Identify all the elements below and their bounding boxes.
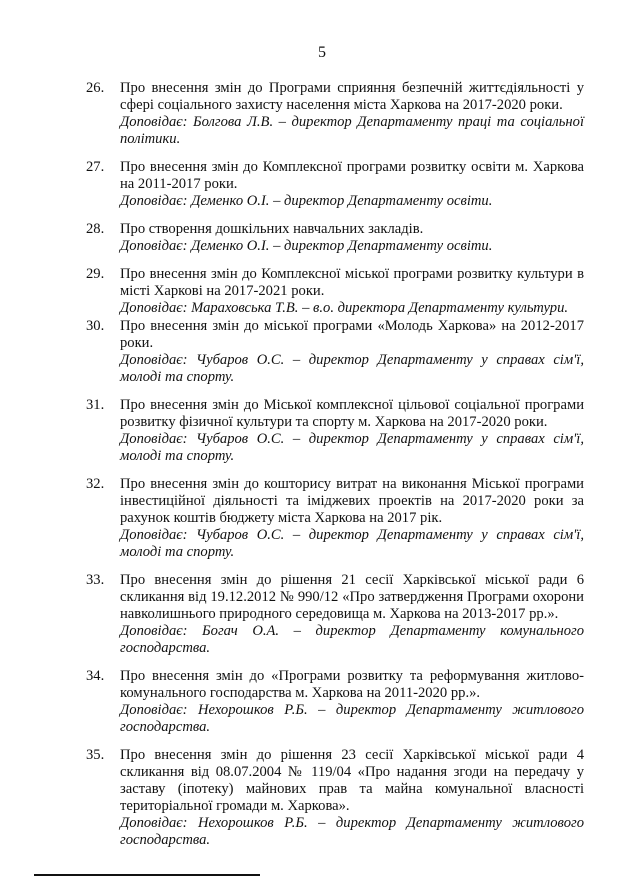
item-title: Про внесення змін до кошторису витрат на виконання Міської програми інвестиційної діяльності та іміджевих проектів на 2017-2020 роки за рахунок коштів бюджету міста Харкова на 2017 рік. [120, 476, 584, 526]
item-title: Про внесення змін до «Програми розвитку та реформування житлово-комунального господарства м. Харкова на 2011-2020 рр.». [120, 668, 584, 701]
item-speaker: Доповідає: Чубаров О.С. – директор Департаменту у справах сім'ї, молоді та спорту. [120, 352, 584, 385]
item-speaker: Доповідає: Нехорошков Р.Б. – директор Департаменту житлового господарства. [120, 815, 584, 848]
agenda-item [86, 572, 584, 657]
item-title: Про внесення змін до Міської комплексної цільової соціальної програми розвитку фізичної культури та спорту м. Харкова на 2017-2020 роки. [120, 397, 584, 430]
item-speaker: Доповідає: Болгова Л.В. – директор Департаменту праці та соціальної політики. [120, 114, 584, 147]
agenda-list [86, 80, 584, 860]
item-number: 34. [86, 668, 105, 684]
item-number: 35. [86, 747, 105, 763]
footer-rule [34, 874, 260, 876]
agenda-item [86, 221, 584, 255]
item-number: 28. [86, 221, 105, 237]
item-speaker: Доповідає: Деменко О.І. – директор Департаменту освіти. [120, 238, 493, 254]
agenda-item [86, 397, 584, 465]
item-number: 33. [86, 572, 105, 588]
item-title: Про внесення змін до Комплексної міської програми розвитку культури в місті Харкові на 2017-2021 роки. [120, 266, 584, 299]
item-title: Про внесення змін до Програми сприяння безпечній життєдіяльності у сфері соціального захисту населення міста Харкова на 2017-2020 роки. [120, 80, 584, 113]
page-number: 5 [318, 44, 326, 61]
agenda-item [86, 266, 584, 317]
item-speaker: Доповідає: Чубаров О.С. – директор Департаменту у справах сім'ї, молоді та спорту. [120, 527, 584, 560]
item-title: Про внесення змін до міської програми «Молодь Харкова» на 2012-2017 роки. [120, 318, 584, 351]
agenda-item [86, 80, 584, 148]
agenda-item [86, 747, 584, 849]
agenda-item [86, 476, 584, 561]
item-number: 31. [86, 397, 105, 413]
item-number: 26. [86, 80, 105, 96]
item-title: Про внесення змін до рішення 21 сесії Харківської міської ради 6 скликання від 19.12.2012 № 990/12 «Про затвердження Програми охорони навколишнього природного середовища м. Харкова на 2013-2017 рр.». [120, 572, 584, 622]
item-number: 29. [86, 266, 105, 282]
item-title: Про внесення змін до Комплексної програми розвитку освіти м. Харкова на 2011-2017 роки. [120, 159, 584, 192]
agenda-item [86, 668, 584, 736]
item-title: Про внесення змін до рішення 23 сесії Харківської міської ради 4 скликання від 08.07.2004 № 119/04 «Про надання згоди на передачу у заставу (іпотеку) майнових прав та майна комунальної власності територіальної громади м. Харкова». [120, 747, 584, 814]
item-number: 30. [86, 318, 105, 334]
item-speaker: Доповідає: Мараховська Т.В. – в.о. директора Департаменту культури. [120, 300, 569, 316]
agenda-item [86, 159, 584, 210]
item-number: 27. [86, 159, 105, 175]
item-speaker: Доповідає: Богач О.А. – директор Департаменту комунального господарства. [120, 623, 584, 656]
item-speaker: Доповідає: Нехорошков Р.Б. – директор Департаменту житлового господарства. [120, 702, 584, 735]
agenda-item [86, 318, 584, 386]
item-title: Про створення дошкільних навчальних закладів. [120, 221, 424, 237]
item-number: 32. [86, 476, 105, 492]
item-speaker: Доповідає: Чубаров О.С. – директор Департаменту у справах сім'ї, молоді та спорту. [120, 431, 584, 464]
item-speaker: Доповідає: Деменко О.І. – директор Департаменту освіти. [120, 193, 493, 209]
